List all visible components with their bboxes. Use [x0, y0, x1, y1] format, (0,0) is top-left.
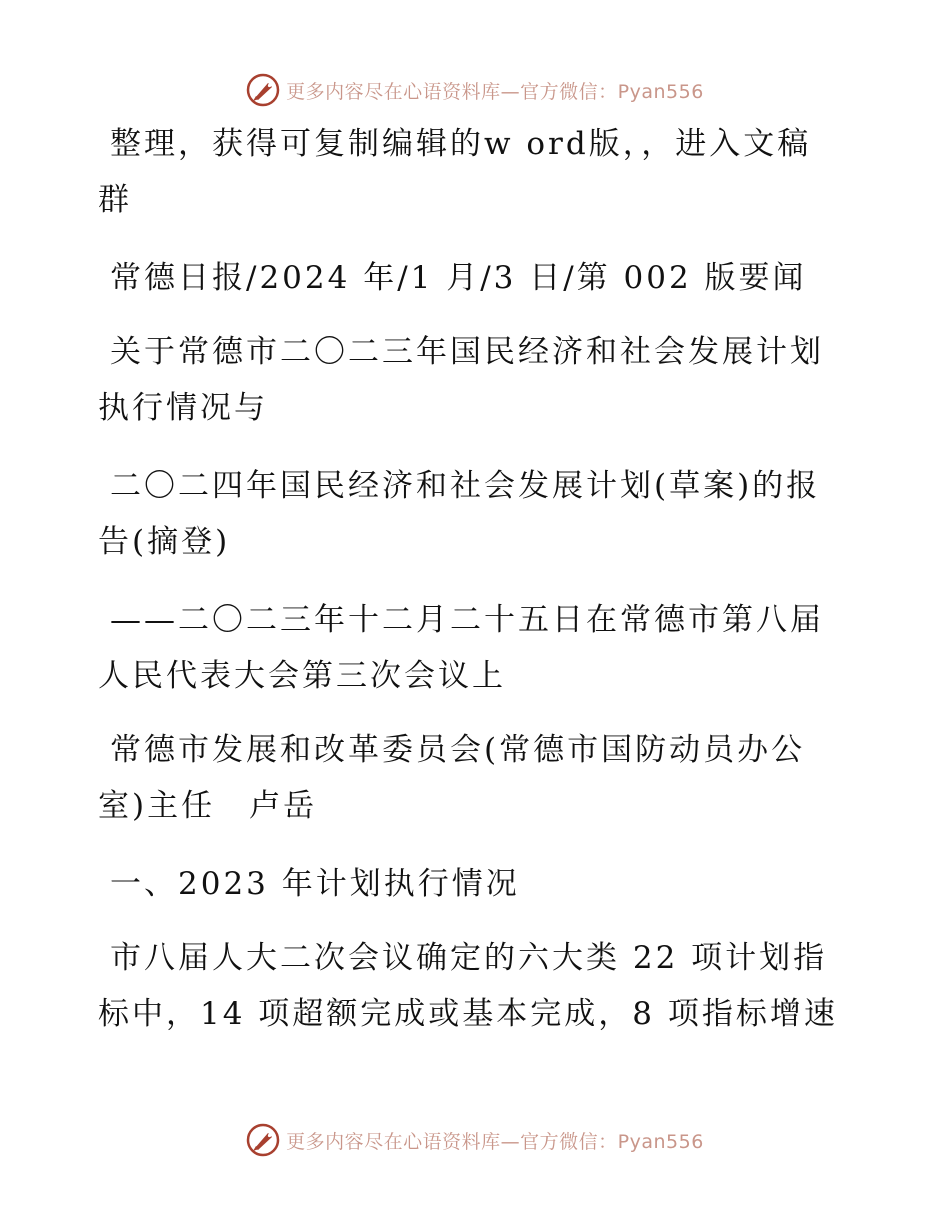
pen-nib-logo-icon [246, 1123, 280, 1157]
pen-nib-logo-icon [246, 73, 280, 107]
wechat-id: Pyan556 [617, 80, 704, 103]
report-subtitle: ——二〇二三年十二月二十五日在常德市第八届人民代表大会第三次会议上 [98, 602, 824, 694]
body-paragraph: 市八届人大二次会议确定的六大类 22 项计划指标中，14 项超额完成或基本完成，8 项指标增速 [98, 940, 838, 1032]
wechat-id: Pyan556 [617, 1130, 704, 1153]
author-line: 常德市发展和改革委员会(常德市国防动员办公室)主任 卢岳 [98, 732, 806, 824]
banner-text: 更多内容尽在心语资料库—官方微信：Pyan556 [286, 1130, 704, 1153]
section-heading: 一、2023 年计划执行情况 [110, 866, 520, 902]
footer-banner [0, 1120, 950, 1160]
report-title-line1: 关于常德市二〇二三年国民经济和社会发展计划执行情况与 [98, 334, 824, 426]
intro-note: 整理，获得可复制编辑的w ord版，，进入文稿群 [98, 126, 812, 218]
header-banner [0, 70, 950, 110]
report-title-line2: 二〇二四年国民经济和社会发展计划(草案)的报告(摘登) [98, 468, 821, 560]
newspaper-source-line: 常德日报/2024 年/1 月/3 日/第 002 版要闻 [110, 260, 807, 296]
banner-text: 更多内容尽在心语资料库—官方微信：Pyan556 [286, 80, 704, 103]
